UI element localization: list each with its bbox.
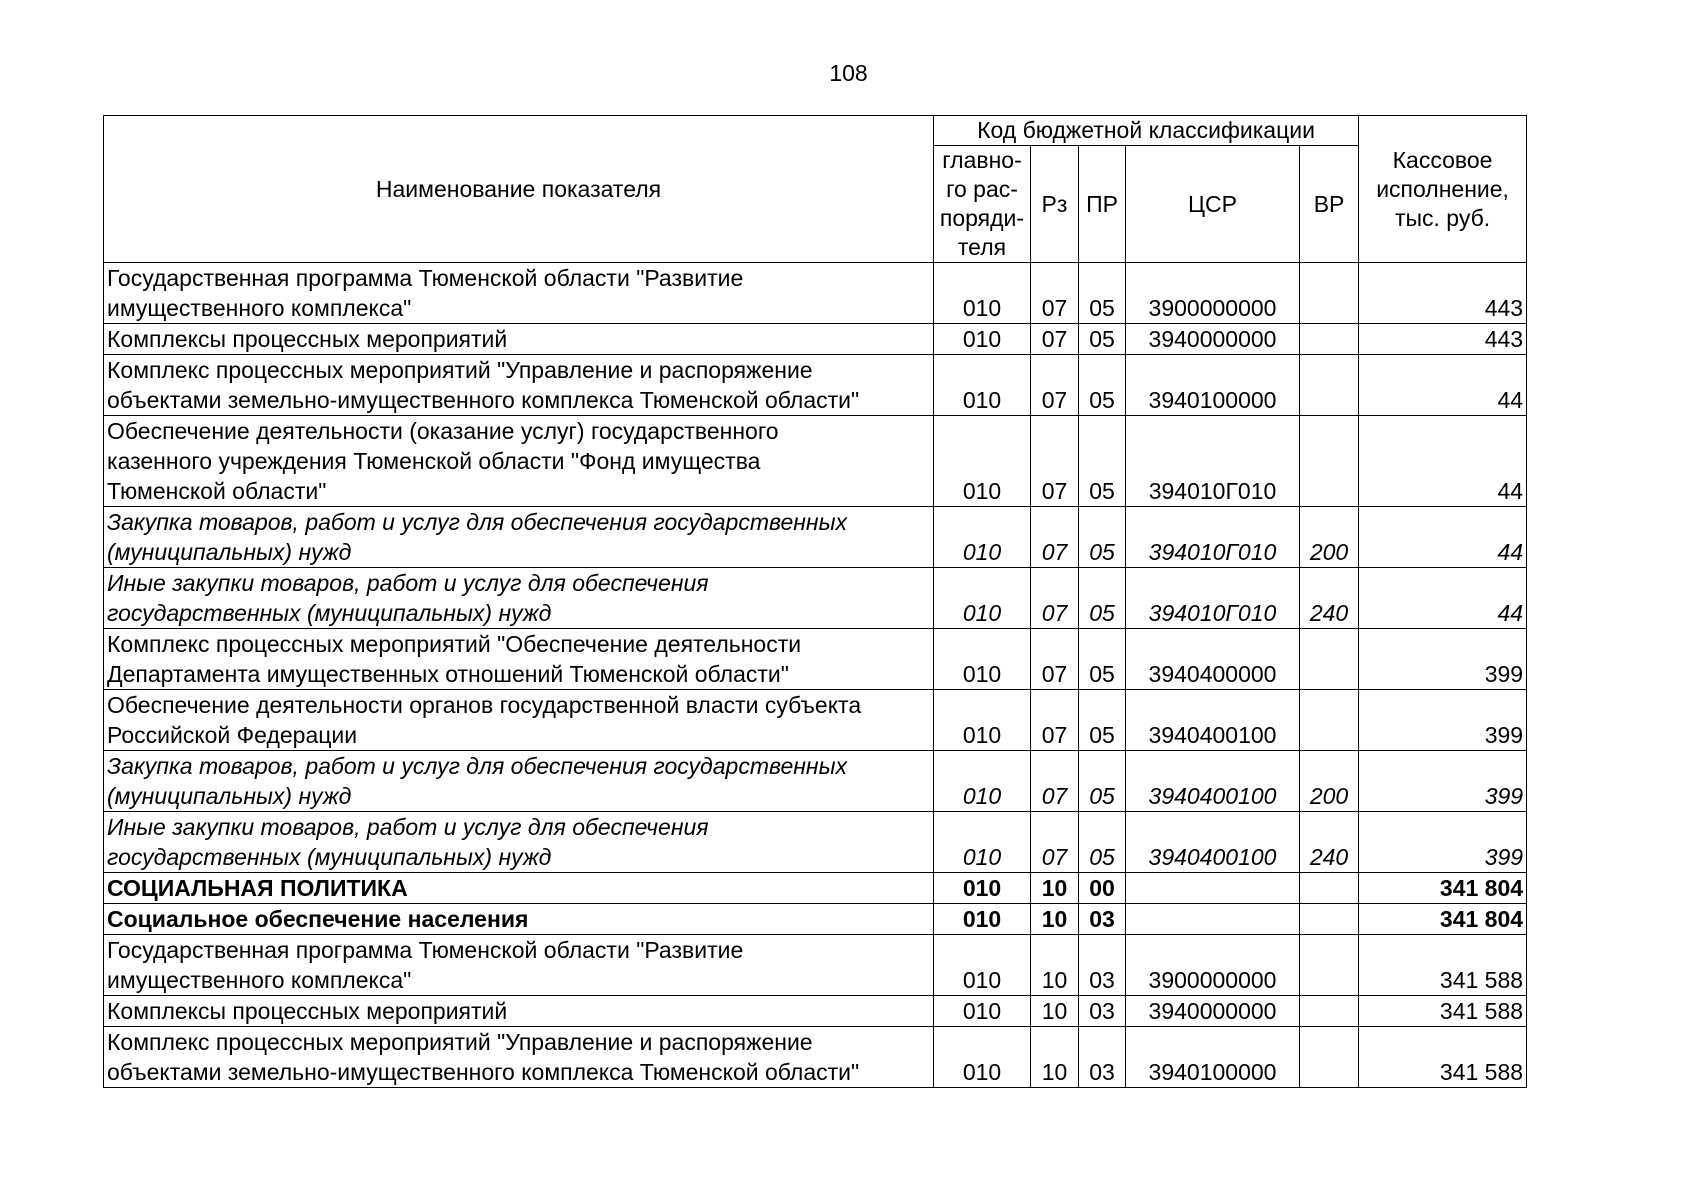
csr-code: 394010Г010 [1126, 416, 1300, 507]
indicator-name-line: Комплекс процессных мероприятий "Управление и распоряжение [107, 1029, 813, 1055]
subsection-code: 05 [1079, 507, 1126, 568]
subsection-code: 05 [1079, 263, 1126, 324]
admin-code: 010 [934, 507, 1031, 568]
csr-code: 3940400000 [1126, 629, 1300, 690]
csr-code: 3940000000 [1126, 996, 1300, 1027]
admin-code: 010 [934, 568, 1031, 629]
admin-code: 010 [934, 751, 1031, 812]
subsection-code: 03 [1079, 1027, 1126, 1088]
indicator-name [104, 812, 934, 873]
subsection-code: 05 [1079, 629, 1126, 690]
indicator-name-line: Обеспечение деятельности (оказание услуг) государственного [107, 418, 779, 444]
indicator-name-line: Иные закупки товаров, работ и услуг для обеспечения [107, 570, 709, 596]
amount-value: 399 [1359, 690, 1527, 751]
indicator-name-line: Тюменской области" [107, 478, 327, 504]
header-subsection: ПР [1079, 146, 1126, 263]
csr-code: 3940100000 [1126, 355, 1300, 416]
indicator-name-line: Социальное обеспечение населения [107, 906, 529, 932]
admin-code: 010 [934, 690, 1031, 751]
section-code: 10 [1031, 904, 1079, 935]
indicator-name [104, 1027, 934, 1088]
amount-value: 443 [1359, 324, 1527, 355]
table-row [104, 568, 1527, 629]
section-code: 07 [1031, 568, 1079, 629]
subsection-code: 05 [1079, 416, 1126, 507]
vr-code [1300, 324, 1359, 355]
table-row [104, 751, 1527, 812]
subsection-code: 03 [1079, 935, 1126, 996]
indicator-name [104, 507, 934, 568]
amount-value: 44 [1359, 568, 1527, 629]
table-row [104, 263, 1527, 324]
csr-code [1126, 904, 1300, 935]
table-row [104, 355, 1527, 416]
section-code: 10 [1031, 935, 1079, 996]
vr-code: 200 [1300, 751, 1359, 812]
header-kbk: Код бюджетной классификации [934, 116, 1359, 146]
indicator-name [104, 324, 934, 355]
amount-value: 399 [1359, 751, 1527, 812]
table-row [104, 873, 1527, 904]
vr-code [1300, 873, 1359, 904]
section-code: 07 [1031, 507, 1079, 568]
indicator-name [104, 935, 934, 996]
vr-code [1300, 629, 1359, 690]
vr-code [1300, 1027, 1359, 1088]
header-name: Наименование показателя [104, 116, 934, 263]
indicator-name-line: Обеспечение деятельности органов государственной власти субъекта [107, 692, 862, 718]
indicator-name-line: имущественного комплекса" [107, 295, 412, 321]
table-row [104, 507, 1527, 568]
subsection-code: 00 [1079, 873, 1126, 904]
admin-code: 010 [934, 629, 1031, 690]
subsection-code: 05 [1079, 568, 1126, 629]
csr-code: 3900000000 [1126, 263, 1300, 324]
indicator-name [104, 751, 934, 812]
header-code-line: поряди- [939, 205, 1025, 231]
header-amount-line: тыс. руб. [1394, 204, 1491, 231]
csr-code: 3940400100 [1126, 690, 1300, 751]
section-code: 10 [1031, 1027, 1079, 1088]
amount-value: 341 588 [1359, 996, 1527, 1027]
section-code: 07 [1031, 324, 1079, 355]
indicator-name [104, 629, 934, 690]
admin-code: 010 [934, 812, 1031, 873]
table-row [104, 324, 1527, 355]
header-amount-line: Кассовое [1392, 146, 1493, 173]
table-row [104, 935, 1527, 996]
csr-code: 3940400100 [1126, 751, 1300, 812]
indicator-name-line: казенного учреждения Тюменской области "Фонд имущества [107, 448, 761, 474]
subsection-code: 03 [1079, 996, 1126, 1027]
vr-code: 200 [1300, 507, 1359, 568]
section-code: 07 [1031, 812, 1079, 873]
indicator-name [104, 996, 934, 1027]
indicator-name-line: СОЦИАЛЬНАЯ ПОЛИТИКА [107, 875, 408, 901]
indicator-name-line: Комплексы процессных мероприятий [107, 998, 508, 1024]
subsection-code: 05 [1079, 355, 1126, 416]
table-row [104, 629, 1527, 690]
indicator-name-line: Департамента имущественных отношений Тюменской области" [107, 661, 789, 687]
vr-code: 240 [1300, 812, 1359, 873]
vr-code [1300, 996, 1359, 1027]
indicator-name-line: Иные закупки товаров, работ и услуг для обеспечения [107, 814, 709, 840]
table-row [104, 416, 1527, 507]
table-row [104, 1027, 1527, 1088]
amount-value: 44 [1359, 507, 1527, 568]
indicator-name [104, 873, 934, 904]
indicator-name-line: государственных (муниципальных) нужд [107, 844, 552, 870]
vr-code [1300, 690, 1359, 751]
amount-value: 44 [1359, 416, 1527, 507]
indicator-name-line: объектами земельно-имущественного комплекса Тюменской области" [107, 1059, 860, 1085]
indicator-name [104, 355, 934, 416]
indicator-name [104, 568, 934, 629]
indicator-name-line: имущественного комплекса" [107, 967, 412, 993]
section-code: 07 [1031, 416, 1079, 507]
subsection-code: 05 [1079, 690, 1126, 751]
table-row [104, 996, 1527, 1027]
section-code: 07 [1031, 751, 1079, 812]
indicator-name-line: Закупка товаров, работ и услуг для обеспечения государственных [107, 509, 848, 535]
indicator-name [104, 263, 934, 324]
section-code: 07 [1031, 355, 1079, 416]
indicator-name-line: Закупка товаров, работ и услуг для обеспечения государственных [107, 753, 848, 779]
vr-code: 240 [1300, 568, 1359, 629]
indicator-name-line: (муниципальных) нужд [107, 783, 352, 809]
page-number: 108 [829, 60, 868, 86]
csr-code [1126, 873, 1300, 904]
subsection-code: 03 [1079, 904, 1126, 935]
header-section: Рз [1031, 146, 1079, 263]
amount-value: 341 804 [1359, 904, 1527, 935]
indicator-name-line: (муниципальных) нужд [107, 539, 352, 565]
indicator-name [104, 416, 934, 507]
table-body [104, 263, 1527, 1088]
subsection-code: 05 [1079, 812, 1126, 873]
indicator-name-line: Комплекс процессных мероприятий "Управление и распоряжение [107, 357, 813, 383]
vr-code [1300, 416, 1359, 507]
amount-value: 443 [1359, 263, 1527, 324]
admin-code: 010 [934, 416, 1031, 507]
table-row [104, 690, 1527, 751]
header-code-line: го рас- [946, 176, 1018, 202]
admin-code: 010 [934, 1027, 1031, 1088]
header-row-top [104, 116, 1527, 146]
indicator-name [104, 904, 934, 935]
amount-value: 399 [1359, 812, 1527, 873]
vr-code [1300, 263, 1359, 324]
csr-code: 394010Г010 [1126, 507, 1300, 568]
admin-code: 010 [934, 996, 1031, 1027]
header-csr: ЦСР [1126, 146, 1300, 263]
indicator-name [104, 690, 934, 751]
section-code: 07 [1031, 690, 1079, 751]
table-row [104, 904, 1527, 935]
section-code: 07 [1031, 629, 1079, 690]
indicator-name-line: Комплексы процессных мероприятий [107, 326, 508, 352]
amount-value: 399 [1359, 629, 1527, 690]
vr-code [1300, 355, 1359, 416]
table-row [104, 812, 1527, 873]
csr-code: 3940400100 [1126, 812, 1300, 873]
section-code: 10 [1031, 873, 1079, 904]
amount-value: 341 588 [1359, 1027, 1527, 1088]
subsection-code: 05 [1079, 751, 1126, 812]
indicator-name-line: Комплекс процессных мероприятий "Обеспечение деятельности [107, 631, 802, 657]
header-amount [1359, 116, 1527, 263]
vr-code [1300, 935, 1359, 996]
header-code-line: главно- [942, 147, 1022, 173]
admin-code: 010 [934, 904, 1031, 935]
csr-code: 3900000000 [1126, 935, 1300, 996]
admin-code: 010 [934, 873, 1031, 904]
admin-code: 010 [934, 263, 1031, 324]
header-amount-line: исполнение, [1376, 175, 1509, 202]
header-vr: ВР [1300, 146, 1359, 263]
vr-code [1300, 904, 1359, 935]
csr-code: 3940000000 [1126, 324, 1300, 355]
indicator-name-line: Государственная программа Тюменской области "Развитие [107, 265, 744, 291]
amount-value: 44 [1359, 355, 1527, 416]
amount-value: 341 804 [1359, 873, 1527, 904]
csr-code: 394010Г010 [1126, 568, 1300, 629]
indicator-name-line: Российской Федерации [107, 722, 358, 748]
admin-code: 010 [934, 324, 1031, 355]
section-code: 07 [1031, 263, 1079, 324]
admin-code: 010 [934, 355, 1031, 416]
csr-code: 3940100000 [1126, 1027, 1300, 1088]
section-code: 10 [1031, 996, 1079, 1027]
indicator-name-line: объектами земельно-имущественного комплекса Тюменской области" [107, 387, 860, 413]
admin-code: 010 [934, 935, 1031, 996]
header-code-line: теля [957, 234, 1007, 260]
subsection-code: 05 [1079, 324, 1126, 355]
header-code [934, 146, 1031, 263]
budget-table [103, 115, 1527, 1088]
amount-value: 341 588 [1359, 935, 1527, 996]
indicator-name-line: Государственная программа Тюменской области "Развитие [107, 937, 744, 963]
indicator-name-line: государственных (муниципальных) нужд [107, 600, 552, 626]
